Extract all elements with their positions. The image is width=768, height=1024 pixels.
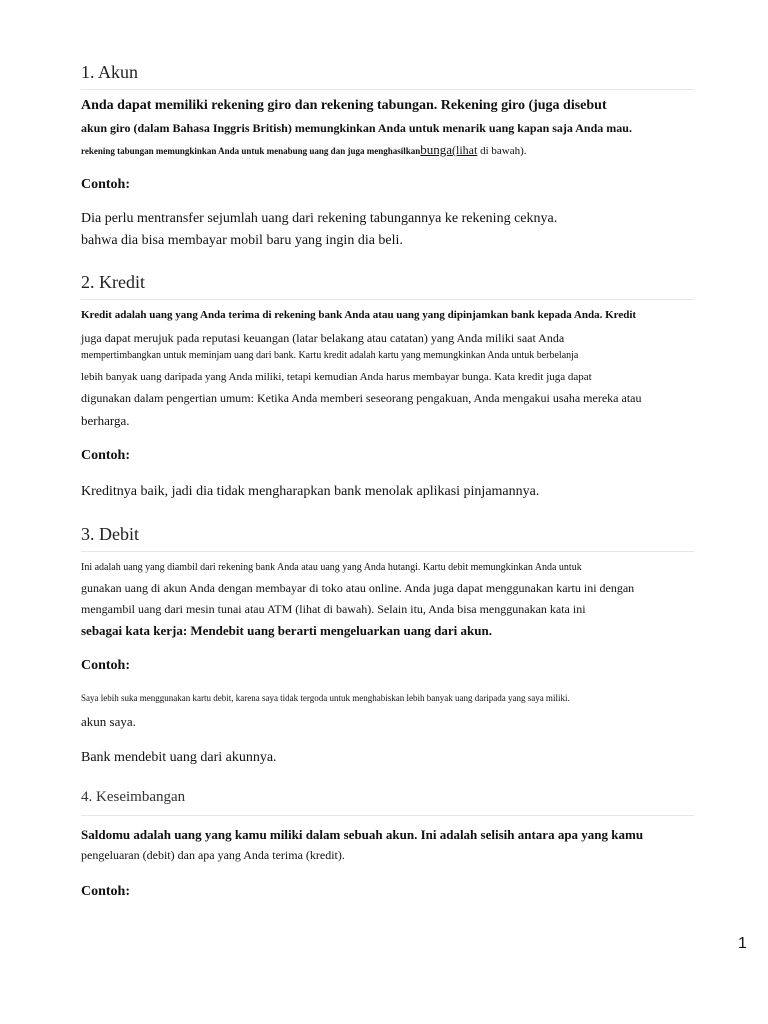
divider [81, 551, 694, 552]
paragraph-line-with-link [81, 141, 527, 159]
paragraph-line: juga dapat merujuk pada reputasi keuangan (latar belakang atau catatan) yang Anda miliki saat Anda [81, 331, 565, 345]
page-number: 1 [738, 935, 747, 952]
paragraph-line: sebagai kata kerja: Mendebit uang berarti mengeluarkan uang dari akun. [81, 623, 492, 638]
example-label: Contoh: [81, 177, 131, 192]
bunga-link[interactable]: bunga [420, 142, 452, 157]
section-heading-keseimbangan: 4. Keseimbangan [81, 789, 186, 805]
example-line: Kreditnya baik, jadi dia tidak mengharapkan bank menolak aplikasi pinjamannya. [81, 484, 540, 499]
divider [81, 89, 694, 90]
example-line: bahwa dia bisa membayar mobil baru yang ingin dia beli. [81, 233, 403, 248]
paragraph-line: Ini adalah uang yang diambil dari rekening bank Anda atau uang yang Anda hutangi. Kartu debit memungkinkan Anda untuk [81, 562, 582, 573]
divider [81, 299, 694, 300]
paragraph-line: Kredit adalah uang yang Anda terima di rekening bank Anda atau uang yang dipinjamkan bank kepada Anda. Kredit [81, 309, 637, 321]
paragraph-text: rekening tabungan memungkinkan Anda untuk menabung uang dan juga menghasilkan [81, 146, 421, 156]
paragraph-line: Saldomu adalah uang yang kamu miliki dalam sebuah akun. Ini adalah selisih antara apa yang kamu [81, 827, 644, 842]
example-line: akun saya. [81, 714, 136, 729]
paragraph-line: Anda dapat memiliki rekening giro dan rekening tabungan. Rekening giro (juga disebut [81, 98, 607, 113]
example-line: Saya lebih suka menggunakan kartu debit, karena saya tidak tergoda untuk menghabiskan lebih banyak uang daripada yang saya miliki. [81, 693, 570, 703]
example-label: Contoh: [81, 448, 131, 463]
paragraph-line: mempertimbangkan untuk meminjam uang dari bank. Kartu kredit adalah kartu yang memungkinkan Anda untuk berbelanja [81, 350, 579, 361]
example-label: Contoh: [81, 884, 131, 899]
paragraph-line: mengambil uang dari mesin tunai atau ATM (lihat di bawah). Selain itu, Anda bisa menggunakan kata ini [81, 602, 586, 616]
paragraph-line: akun giro (dalam Bahasa Inggris British) memungkinkan Anda untuk menarik uang kapan saja Anda mau. [81, 121, 632, 135]
paragraph-line: pengeluaran (debit) dan apa yang Anda terima (kredit). [81, 848, 345, 862]
paragraph-text-end: di bawah). [477, 145, 527, 157]
section-heading-debit: 3. Debit [81, 524, 139, 544]
divider [81, 815, 694, 816]
lihat-text: (lihat [452, 143, 478, 157]
paragraph-line: gunakan uang di akun Anda dengan membayar di toko atau online. Anda juga dapat menggunakan kartu ini dengan [81, 581, 635, 595]
example-line: Dia perlu mentransfer sejumlah uang dari rekening tabungannya ke rekening ceknya. [81, 211, 558, 226]
paragraph-line: lebih banyak uang daripada yang Anda miliki, tetapi kemudian Anda harus membayar bunga. Kata kredit juga dapat [81, 371, 592, 383]
section-heading-kredit: 2. Kredit [81, 272, 145, 292]
example-line: Bank mendebit uang dari akunnya. [81, 750, 277, 765]
section-heading-akun: 1. Akun [81, 62, 139, 82]
paragraph-line: berharga. [81, 413, 130, 428]
paragraph-line: digunakan dalam pengertian umum: Ketika Anda memberi seseorang pengakuan, Anda mengakui usaha mereka atau [81, 391, 642, 405]
example-label: Contoh: [81, 658, 131, 673]
